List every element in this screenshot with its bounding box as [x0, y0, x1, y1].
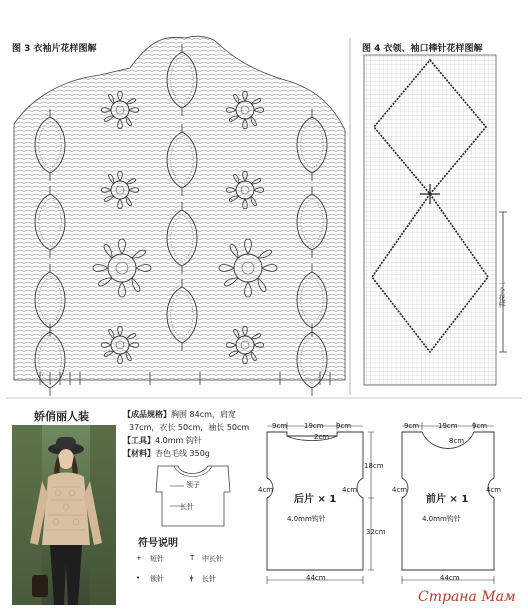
front-piece-schematic [392, 420, 522, 596]
front-width: 44cm [440, 574, 460, 582]
back-neck-width: 19cm [304, 422, 324, 430]
fig4-knitting-grid [358, 52, 526, 392]
product-name: 娇俏丽人装 [34, 410, 89, 423]
front-neck-drop: 8cm [449, 437, 465, 445]
tool-text: 4.0mm 钩针 [155, 436, 202, 445]
back-side-left: 4cm [258, 486, 274, 494]
size-text-1: 胸围 84cm，肩宽 [171, 410, 236, 419]
back-shoulder-right: 9cm [336, 422, 352, 430]
back-body-length: 32cm [366, 528, 386, 536]
fig4-repeat-label: 一个花样 [498, 280, 506, 308]
front-shoulder-right: 9cm [472, 422, 488, 430]
material-spec [123, 449, 210, 459]
garment-sketch [140, 462, 246, 530]
watermark: Страна Мам [418, 589, 516, 605]
tool-spec [123, 436, 202, 446]
front-neck-width: 19cm [438, 422, 458, 430]
back-piece-schematic [255, 420, 385, 596]
material-text: 杏色毛线 350g [155, 449, 210, 458]
back-hook: 4.0mm钩针 [287, 515, 326, 523]
back-armhole-depth: 18cm [364, 462, 384, 470]
legend [130, 550, 250, 594]
size-label: 【成品规格】 [123, 410, 171, 419]
front-side-left: 4cm [392, 486, 408, 494]
back-neck-drop: 2cm [314, 433, 330, 441]
front-hook: 4.0mm钩针 [422, 515, 461, 523]
material-label: 【材料】 [123, 449, 155, 458]
legend-symbol: • [136, 574, 141, 582]
front-side-right: 4cm [486, 486, 502, 494]
back-shoulder-left: 9cm [272, 422, 288, 430]
legend-symbol: T [190, 554, 195, 562]
sketch-collar-label: 领子 [186, 481, 200, 489]
front-piece-name: 前片 × 1 [426, 494, 469, 505]
front-shoulder-left: 9cm [404, 422, 420, 430]
size-text-2: 37cm，衣长 50cm，袖长 50cm [129, 423, 250, 432]
model-photo [12, 425, 116, 605]
sketch-body-label: 长针 [180, 503, 194, 511]
legend-title: 符号说明 [138, 538, 178, 549]
fig4-title: 图 4 衣领、袖口棒针花样图解 [362, 44, 483, 54]
tool-label: 【工具】 [123, 436, 155, 445]
back-width: 44cm [306, 574, 326, 582]
legend-label: 锁针 [150, 575, 164, 583]
size-spec-line1 [123, 410, 236, 420]
back-side-right: 4cm [342, 486, 358, 494]
legend-symbol: + [136, 554, 142, 562]
legend-symbol: ǂ [190, 574, 194, 582]
back-piece-name: 后片 × 1 [294, 494, 337, 505]
fig3-title: 图 3 衣袖片花样图解 [12, 44, 97, 54]
legend-label: 长针 [202, 575, 216, 583]
legend-label: 短针 [150, 555, 164, 563]
legend-label: 中长针 [202, 555, 223, 563]
